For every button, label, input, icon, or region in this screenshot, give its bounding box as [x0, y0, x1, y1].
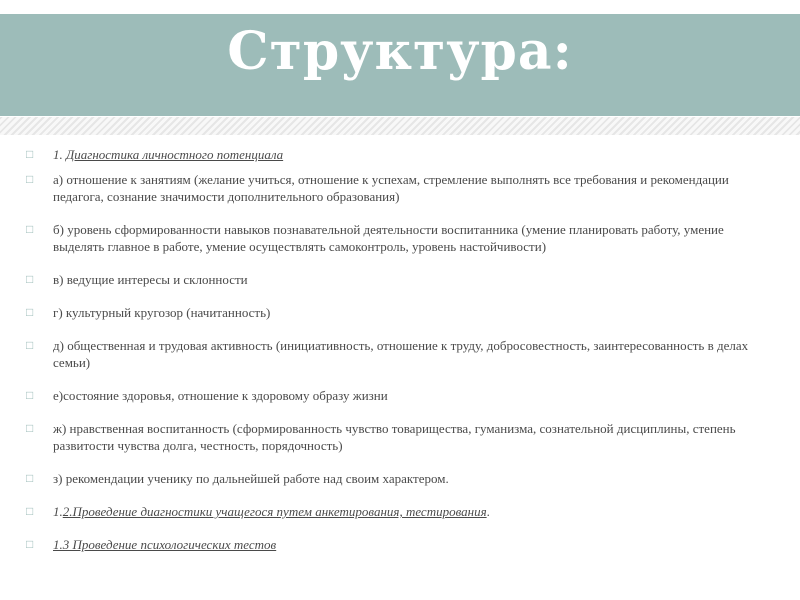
list-item	[26, 536, 766, 553]
square-bullet-icon: □	[26, 222, 34, 236]
item-text: ж) нравственная воспитанность (сформированность чувство товарищества, гуманизма, сознательной дисциплины, степень развитости чувства долга, честность, порядочность)	[53, 421, 736, 453]
square-bullet-icon: □	[26, 272, 34, 286]
content-list	[26, 146, 766, 553]
square-bullet-icon: □	[26, 172, 34, 186]
item-text: 1. Диагностика личностного потенциала	[53, 147, 284, 162]
list-item	[26, 221, 766, 255]
list-item	[26, 146, 766, 163]
divider	[0, 117, 800, 135]
item-text: а) отношение к занятиям (желание учиться, отношение к успехам, стремление выполнять все требования и рекомендации педагога, сознание значимости дополнительного образования)	[53, 172, 729, 204]
item-text: е)состояние здоровья, отношение к здоровому образу жизни	[53, 388, 388, 403]
list-item	[26, 171, 766, 205]
item-text: в) ведущие интересы и склонности	[53, 272, 248, 287]
square-bullet-icon: □	[26, 305, 34, 319]
item-text: 1.2.Проведение диагностики учащегося путем анкетирования, тестирования.	[53, 504, 490, 519]
slide-title: Структура:	[227, 20, 573, 82]
list-item	[26, 420, 766, 454]
square-bullet-icon: □	[26, 421, 34, 435]
item-text: д) общественная и трудовая активность (инициативность, отношение к труду, добросовестность, заинтересованность в делах семьи)	[53, 338, 749, 370]
item-text: б) уровень сформированности навыков познавательной деятельности воспитанника (умение планировать работу, умение выделять главное в работе, умение осуществлять самоконтроль, уровень настойчивости)	[53, 222, 724, 254]
square-bullet-icon: □	[26, 471, 34, 485]
list-item	[26, 503, 766, 520]
square-bullet-icon: □	[26, 388, 34, 402]
square-bullet-icon: □	[26, 147, 34, 161]
item-text: г) культурный кругозор (начитанность)	[53, 305, 271, 320]
list-item	[26, 387, 766, 404]
list-item	[26, 304, 766, 321]
square-bullet-icon: □	[26, 338, 34, 352]
square-bullet-icon: □	[26, 504, 34, 518]
list-item	[26, 271, 766, 288]
square-bullet-icon: □	[26, 537, 34, 551]
item-text: з) рекомендации ученику по дальнейшей работе над своим характером.	[53, 471, 449, 486]
item-text: 1.3 Проведение психологических тестов	[53, 537, 277, 552]
list-item	[26, 470, 766, 487]
title-bar	[0, 14, 800, 116]
list-item	[26, 337, 766, 371]
